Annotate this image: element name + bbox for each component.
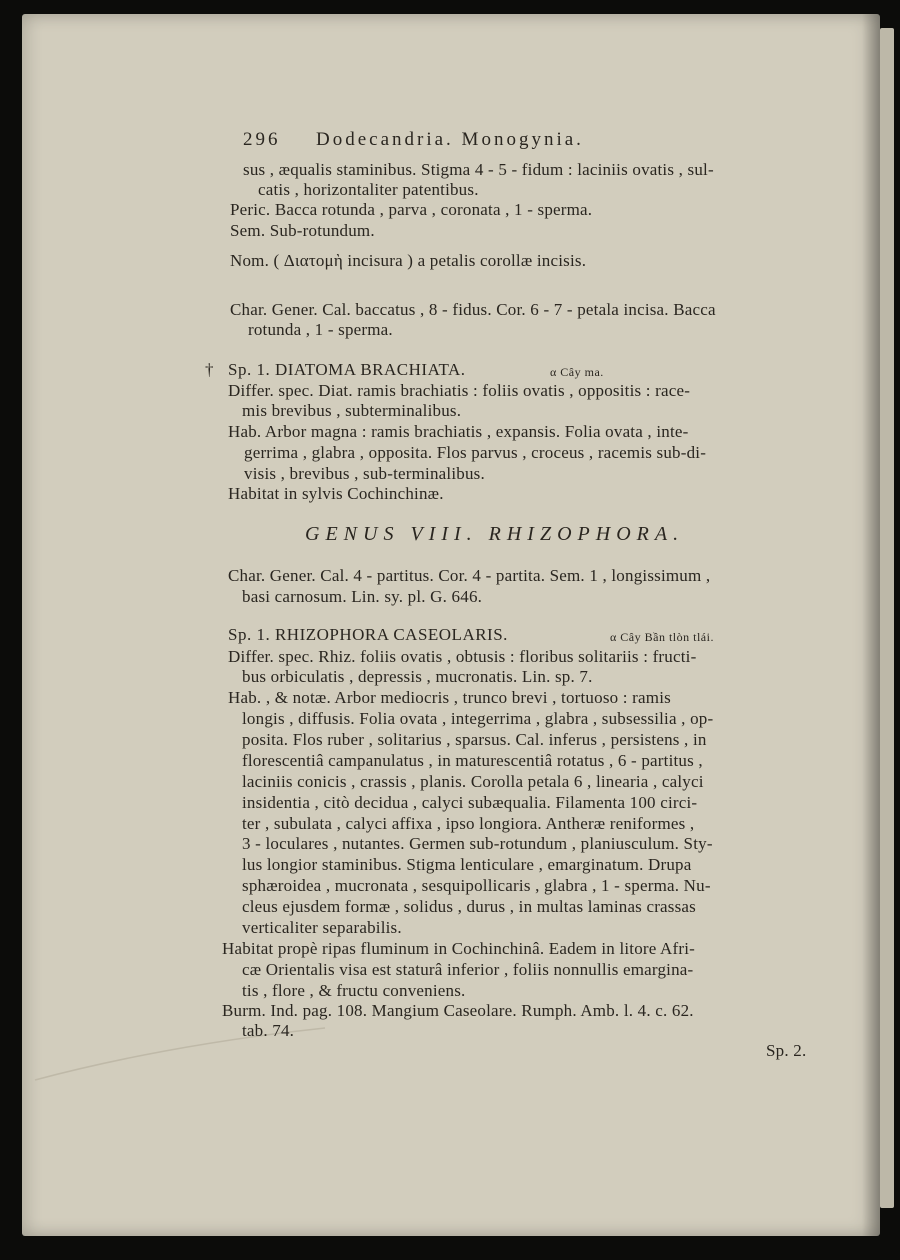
text-line: Nom. ( Διατομὴ incisura ) a petalis corollæ incisis. — [230, 251, 587, 270]
dagger-mark: † — [205, 360, 214, 379]
text-line: tis , flore , & fructu conveniens. — [242, 981, 466, 1000]
text-line: mis brevibus , subterminalibus. — [242, 401, 462, 420]
text-line: cæ Orientalis visa est staturâ inferior , foliis nonnullis emargina- — [242, 960, 694, 979]
text-line: Habitat propè ripas fluminum in Cochinchinâ. Eadem in litore Afri- — [222, 939, 696, 958]
text-line: sus , æqualis staminibus. Stigma 4 - 5 - fidum : laciniis ovatis , sul- — [243, 160, 714, 179]
text-line: laciniis conicis , crassis , planis. Corolla petala 6 , linearia , calyci — [242, 772, 704, 791]
text-line: bus orbiculatis , depressis , mucronatis. Lin. sp. 7. — [242, 667, 593, 686]
text-line: catis , horizontaliter patentibus. — [258, 180, 479, 199]
text-line: lus longior staminibus. Stigma lenticulare , emarginatum. Drupa — [242, 855, 692, 874]
text-line: florescentiâ campanulatus , in maturescentiâ rotatus , 6 - partitus , — [242, 751, 703, 770]
text-line: Peric. Bacca rotunda , parva , coronata , 1 - sperma. — [230, 200, 593, 219]
genus-heading: GENUS VIII. RHIZOPHORA. — [305, 523, 685, 545]
text-line: sphæroidea , mucronata , sesquipollicaris , glabra , 1 - sperma. Nu- — [242, 876, 711, 895]
text-line: tab. 74. — [242, 1021, 295, 1040]
text-line: gerrima , glabra , opposita. Flos parvus , croceus , racemis sub-di- — [244, 443, 707, 462]
species-heading: Sp. 1. RHIZOPHORA CASEOLARIS. — [228, 625, 508, 644]
text-line: basi carnosum. Lin. sy. pl. G. 646. — [242, 587, 483, 606]
text-line: verticaliter separabilis. — [242, 918, 402, 937]
text-line: Habitat in sylvis Cochinchinæ. — [228, 484, 444, 503]
text-line: Sem. Sub-rotundum. — [230, 221, 375, 240]
text-line: longis , diffusis. Folia ovata , integerrima , glabra , subsessilia , op- — [242, 709, 714, 728]
text-line: ter , subulata , calyci affixa , ipso longiora. Antheræ reniformes , — [242, 814, 695, 833]
text-line: rotunda , 1 - sperma. — [248, 320, 393, 339]
text-line: Differ. spec. Diat. ramis brachiatis : foliis ovatis , oppositis : race- — [228, 381, 691, 400]
vernacular-name: α Cây ma. — [550, 365, 604, 379]
text-line: Char. Gener. Cal. baccatus , 8 - fidus. Cor. 6 - 7 - petala incisa. Bacca — [230, 300, 716, 319]
text-line: 3 - loculares , nutantes. Germen sub-rotundum , planiusculum. Sty- — [242, 834, 713, 853]
text-line: Char. Gener. Cal. 4 - partitus. Cor. 4 - partita. Sem. 1 , longissimum , — [228, 566, 711, 585]
catchword: Sp. 2. — [766, 1041, 807, 1060]
vernacular-name: α Cây Bần tlòn tlái. — [610, 630, 714, 644]
text-line: Burm. Ind. pag. 108. Mangium Caseolare. Rumph. Amb. l. 4. c. 62. — [222, 1001, 694, 1020]
text-line: Hab. Arbor magna : ramis brachiatis , expansis. Folia ovata , inte- — [228, 422, 689, 441]
text-line: Hab. , & notæ. Arbor mediocris , trunco brevi , tortuoso : ramis — [228, 688, 671, 707]
text-line: insidentia , citò decidua , calyci subæqualia. Filamenta 100 circi- — [242, 793, 698, 812]
species-heading: Sp. 1. DIATOMA BRACHIATA. — [228, 360, 466, 379]
text-line: posita. Flos ruber , solitarius , sparsus. Cal. inferus , persistens , in — [242, 730, 707, 749]
page-number: 296 — [243, 129, 281, 150]
text-line: visis , brevibus , sub-terminalibus. — [244, 464, 485, 483]
text-line: Differ. spec. Rhiz. foliis ovatis , obtusis : floribus solitariis : fructi- — [228, 647, 697, 666]
running-title: Dodecandria. Monogynia. — [316, 129, 584, 150]
text-line: cleus ejusdem formæ , solidus , durus , in multas laminas crassas — [242, 897, 696, 916]
